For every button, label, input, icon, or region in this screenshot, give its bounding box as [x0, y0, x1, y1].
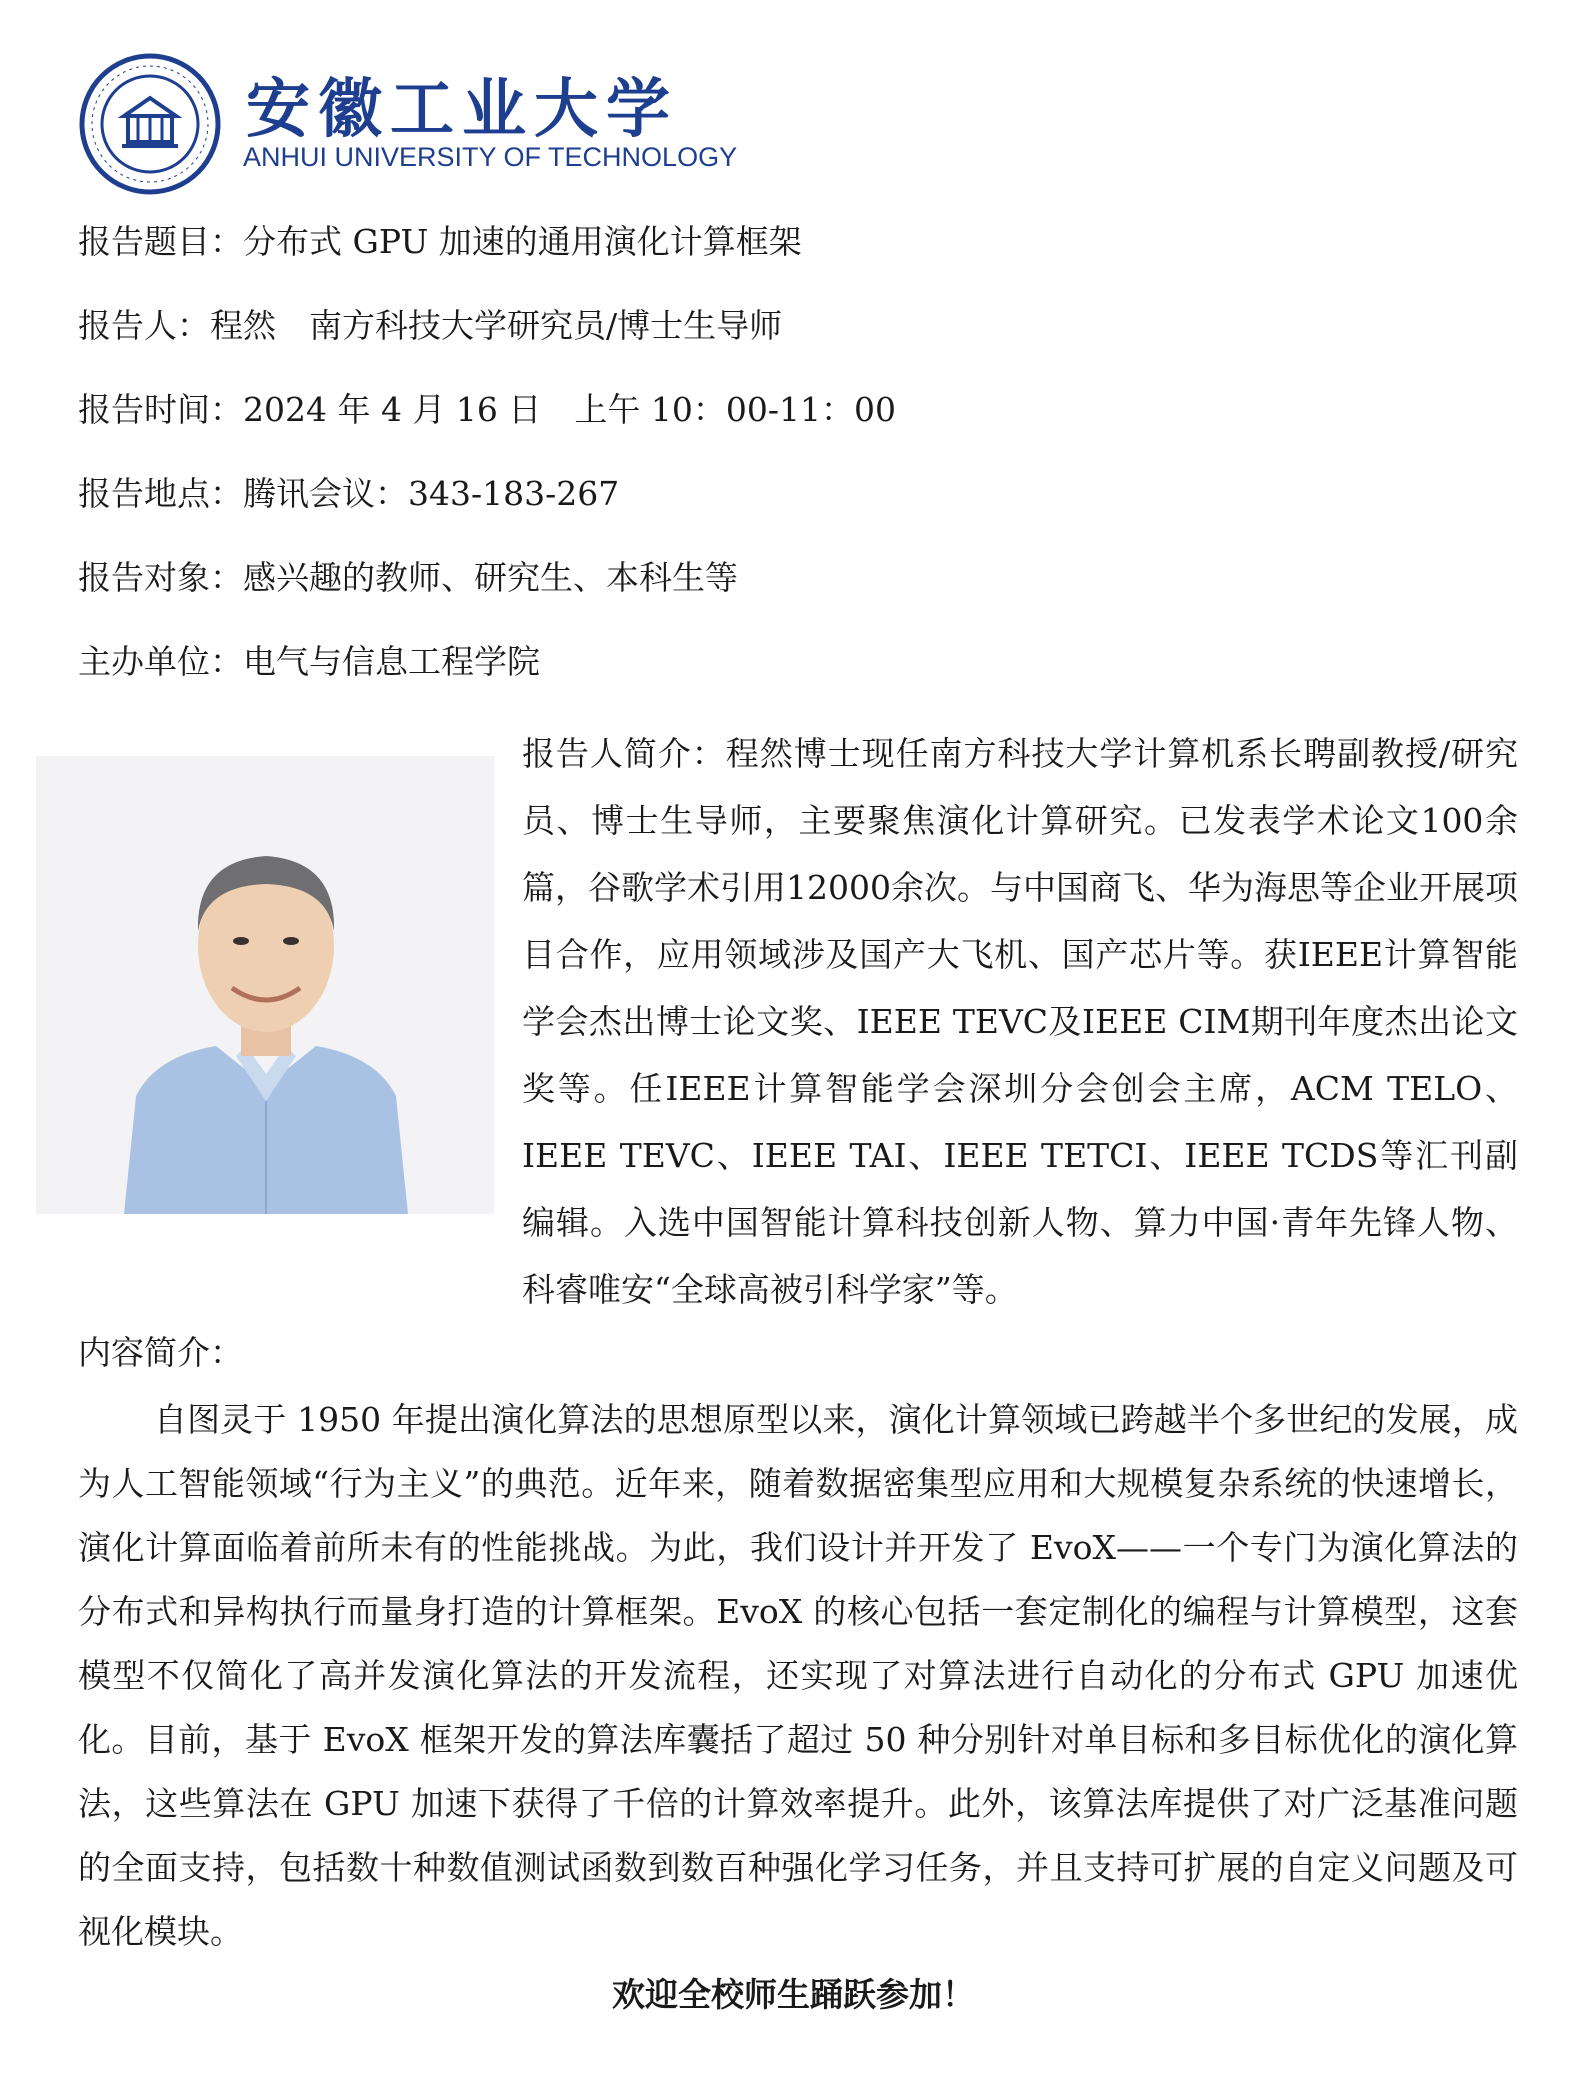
host-value: 电气与信息工程学院 — [243, 642, 540, 681]
audience-value: 感兴趣的教师、研究生、本科生等 — [243, 558, 738, 597]
audience-label: 报告对象： — [78, 558, 243, 597]
bio-label: 报告人简介： — [522, 734, 726, 773]
place-row — [78, 470, 1518, 554]
photo-spacer — [78, 720, 522, 1260]
speaker-row — [78, 302, 1518, 386]
content-text: 自图灵于 1950 年提出演化算法的思想原型以来，演化计算领域已跨越半个多世纪的发展，成为人工智能领域“行为主义”的典范。近年来，随着数据密集型应用和大规模复杂系统的快速增长，演化计算面临着前所未有的性能挑战。为此，我们设计并开发了 EvoX——一个专门为演化算法的分布式和异构执行而量身打造的计算框架。EvoX 的核心包括一套定制化的编程与计算模型，这套模型不仅简化了高并发演化算法的开发流程，还实现了对算法进行自动化的分布式 GPU 加速优化。目前，基于 EvoX 框架开发的算法库囊括了超过 50 种分别针对单目标和多目标优化的演化算法，这些算法在 GPU 加速下获得了千倍的计算效率提升。此外，该算法库提供了对广泛基准问题的全面支持，包括数十种数值测试函数到数百种强化学习任务，并且支持可扩展的自定义问题及可视化模块。 — [78, 1400, 1518, 1951]
place-value: 腾讯会议：343-183-267 — [243, 474, 620, 513]
host-label: 主办单位： — [78, 642, 243, 681]
host-row — [78, 638, 1518, 722]
bio-text: 程然博士现任南方科技大学计算机系长聘副教授/研究员、博士生导师，主要聚焦演化计算研究。已发表学术论文100余篇，谷歌学术引用12000余次。与中国商飞、华为海思等企业开展项目合作，应用领域涉及国产大飞机、国产芯片等。获IEEE计算智能学会杰出博士论文奖、IEEE TEVC及IEEE CIM期刊年度杰出论文奖等。任IEEE计算智能学会深圳分会创会主席，ACM TELO、IEEE TEVC、IEEE TAI、IEEE TETCI、IEEE TCDS等汇刊副编辑。入选中国智能计算科技创新人物、算力中国·青年先锋人物、科睿唯安“全球高被引科学家”等。 — [522, 734, 1519, 1309]
university-seal-logo — [78, 52, 222, 196]
time-label: 报告时间： — [78, 390, 243, 429]
time-row — [78, 386, 1518, 470]
report-title-row — [78, 218, 1518, 302]
report-title-label: 报告题目： — [78, 222, 243, 261]
time-value: 2024 年 4 月 16 日 上午 10：00-11：00 — [243, 390, 897, 429]
speaker-value: 程然 南方科技大学研究员/博士生导师 — [210, 306, 783, 345]
speaker-label: 报告人： — [78, 306, 210, 345]
university-header — [78, 52, 778, 182]
university-name-cn: 安徽工业大学 — [246, 72, 678, 147]
report-info — [78, 218, 1518, 722]
speaker-bio — [78, 720, 1518, 1323]
welcome-text: 欢迎全校师生踊跃参加！ — [612, 1975, 975, 2014]
university-name-en: ANHUI UNIVERSITY OF TECHNOLOGY — [243, 142, 738, 172]
report-title-value: 分布式 GPU 加速的通用演化计算框架 — [243, 222, 802, 261]
content-label: 内容简介： — [78, 1333, 243, 1372]
audience-row — [78, 554, 1518, 638]
place-label: 报告地点： — [78, 474, 243, 513]
